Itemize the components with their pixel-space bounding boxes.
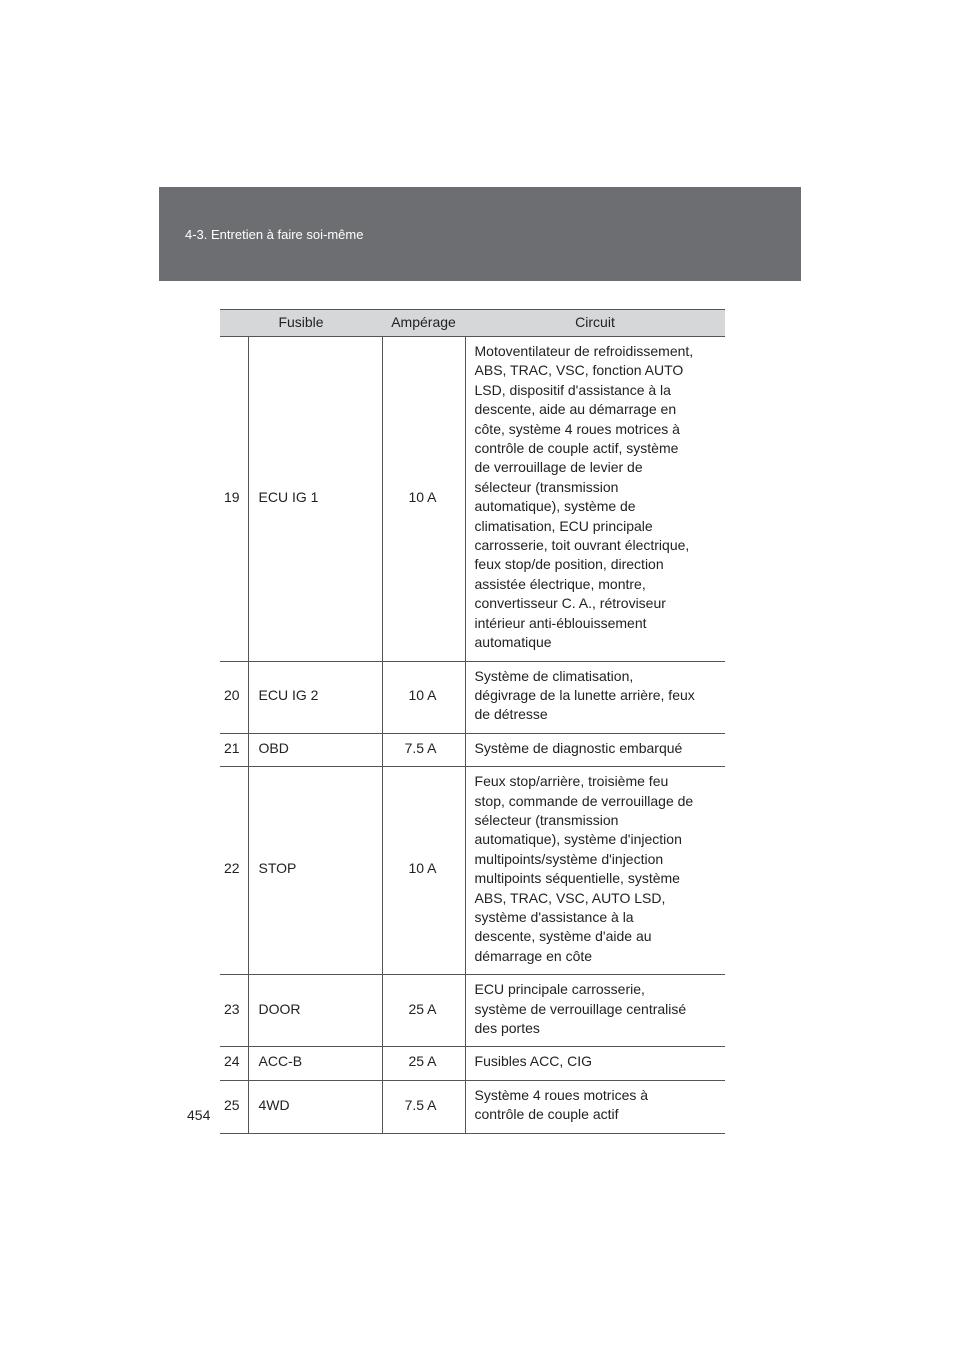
circuit-line: côte, système 4 roues motrices à [474,420,680,437]
circuit-line: de détresse [474,706,548,723]
circuit-line: système d'assistance à la [474,908,634,925]
fuse-amperage: 7.5 A [382,1080,465,1133]
circuit-line: automatique), système de [474,498,636,515]
circuit-line: ABS, TRAC, VSC, AUTO LSD, [474,889,666,906]
circuit-line: des portes [474,1020,540,1036]
fuse-number: 19 [220,337,248,662]
circuit-line: Système 4 roues motrices à [474,1086,649,1103]
table-row [220,1080,725,1133]
circuit-line: ECU principale carrosserie, [474,981,645,998]
circuit-line: de verrouillage de levier de [474,459,643,476]
fuse-circuit [465,975,725,1047]
fuse-name: 4WD [248,1080,382,1133]
table-row [220,733,725,766]
fuse-circuit [465,337,725,662]
circuit-line: ABS, TRAC, VSC, fonction AUTO [474,362,684,379]
table-row [220,337,725,662]
fuse-circuit [465,1047,725,1080]
fuse-circuit [465,1080,725,1133]
fuse-name: STOP [248,767,382,975]
fuse-circuit [465,767,725,975]
fuse-amperage: 25 A [382,975,465,1047]
circuit-line: contrôle de couple actif [474,1106,619,1123]
fuse-amperage: 7.5 A [382,733,465,766]
fuse-number: 25 [220,1080,248,1133]
table-row [220,767,725,975]
fuse-name: ECU IG 2 [248,661,382,733]
fuse-name: ECU IG 1 [248,337,382,662]
page-number: 454 [187,1107,211,1123]
circuit-line: LSD, dispositif d'assistance à la [474,381,671,398]
table-header-row [220,310,725,337]
fuse-table [220,309,725,1134]
circuit-line: système de verrouillage centralisé [474,1000,687,1017]
fuse-number: 22 [220,767,248,975]
circuit-line: Motoventilateur de refroidissement, [474,343,694,359]
fuse-circuit [465,733,725,766]
column-header-circuit: Circuit [465,310,725,337]
fuse-amperage: 10 A [382,661,465,733]
circuit-line: descente, système d'aide au [474,928,652,945]
circuit-line: carrosserie, toit ouvrant électrique, [474,537,690,554]
circuit-line: multipoints/système d'injection [474,850,664,867]
fuse-number: 21 [220,733,248,766]
fuse-amperage: 10 A [382,337,465,662]
circuit-line: multipoints séquentielle, système [474,870,680,887]
fuse-amperage: 25 A [382,1047,465,1080]
circuit-line: climatisation, ECU principale [474,517,653,534]
circuit-line: automatique [474,634,552,651]
circuit-line: intérieur anti-éblouissement [474,614,647,631]
circuit-line: stop, commande de verrouillage de [474,792,694,809]
circuit-line: feux stop/de position, direction [474,556,664,573]
fuse-number: 20 [220,661,248,733]
circuit-line: convertisseur C. A., rétroviseur [474,595,666,612]
table-row [220,661,725,733]
circuit-line: sélecteur (transmission [474,811,619,828]
fuse-name: DOOR [248,975,382,1047]
circuit-line: Fusibles ACC, CIG [474,1053,592,1070]
fuse-number: 24 [220,1047,248,1080]
section-title: 4-3. Entretien à faire soi-même [185,227,364,242]
circuit-line: sélecteur (transmission [474,478,619,495]
fuse-name: ACC-B [248,1047,382,1080]
circuit-line: automatique), système d'injection [474,831,682,848]
table-row [220,1047,725,1080]
fuse-circuit [465,661,725,733]
circuit-line: dégivrage de la lunette arrière, feux [474,686,695,703]
table-row [220,975,725,1047]
fuse-number: 23 [220,975,248,1047]
fuse-amperage: 10 A [382,767,465,975]
circuit-line: assistée électrique, montre, [474,575,646,592]
section-header-band [159,187,801,281]
circuit-line: Système de climatisation, [474,667,634,684]
circuit-line: Feux stop/arrière, troisième feu [474,773,669,790]
fuse-table-body [220,337,725,1134]
circuit-line: démarrage en côte [474,947,593,964]
circuit-line: descente, aide au démarrage en [474,401,677,418]
fuse-name: OBD [248,733,382,766]
column-header-fusible: Fusible [220,310,382,337]
circuit-line: contrôle de couple actif, système [474,440,679,457]
column-header-amperage: Ampérage [382,310,465,337]
circuit-line: Système de diagnostic embarqué [474,739,683,756]
